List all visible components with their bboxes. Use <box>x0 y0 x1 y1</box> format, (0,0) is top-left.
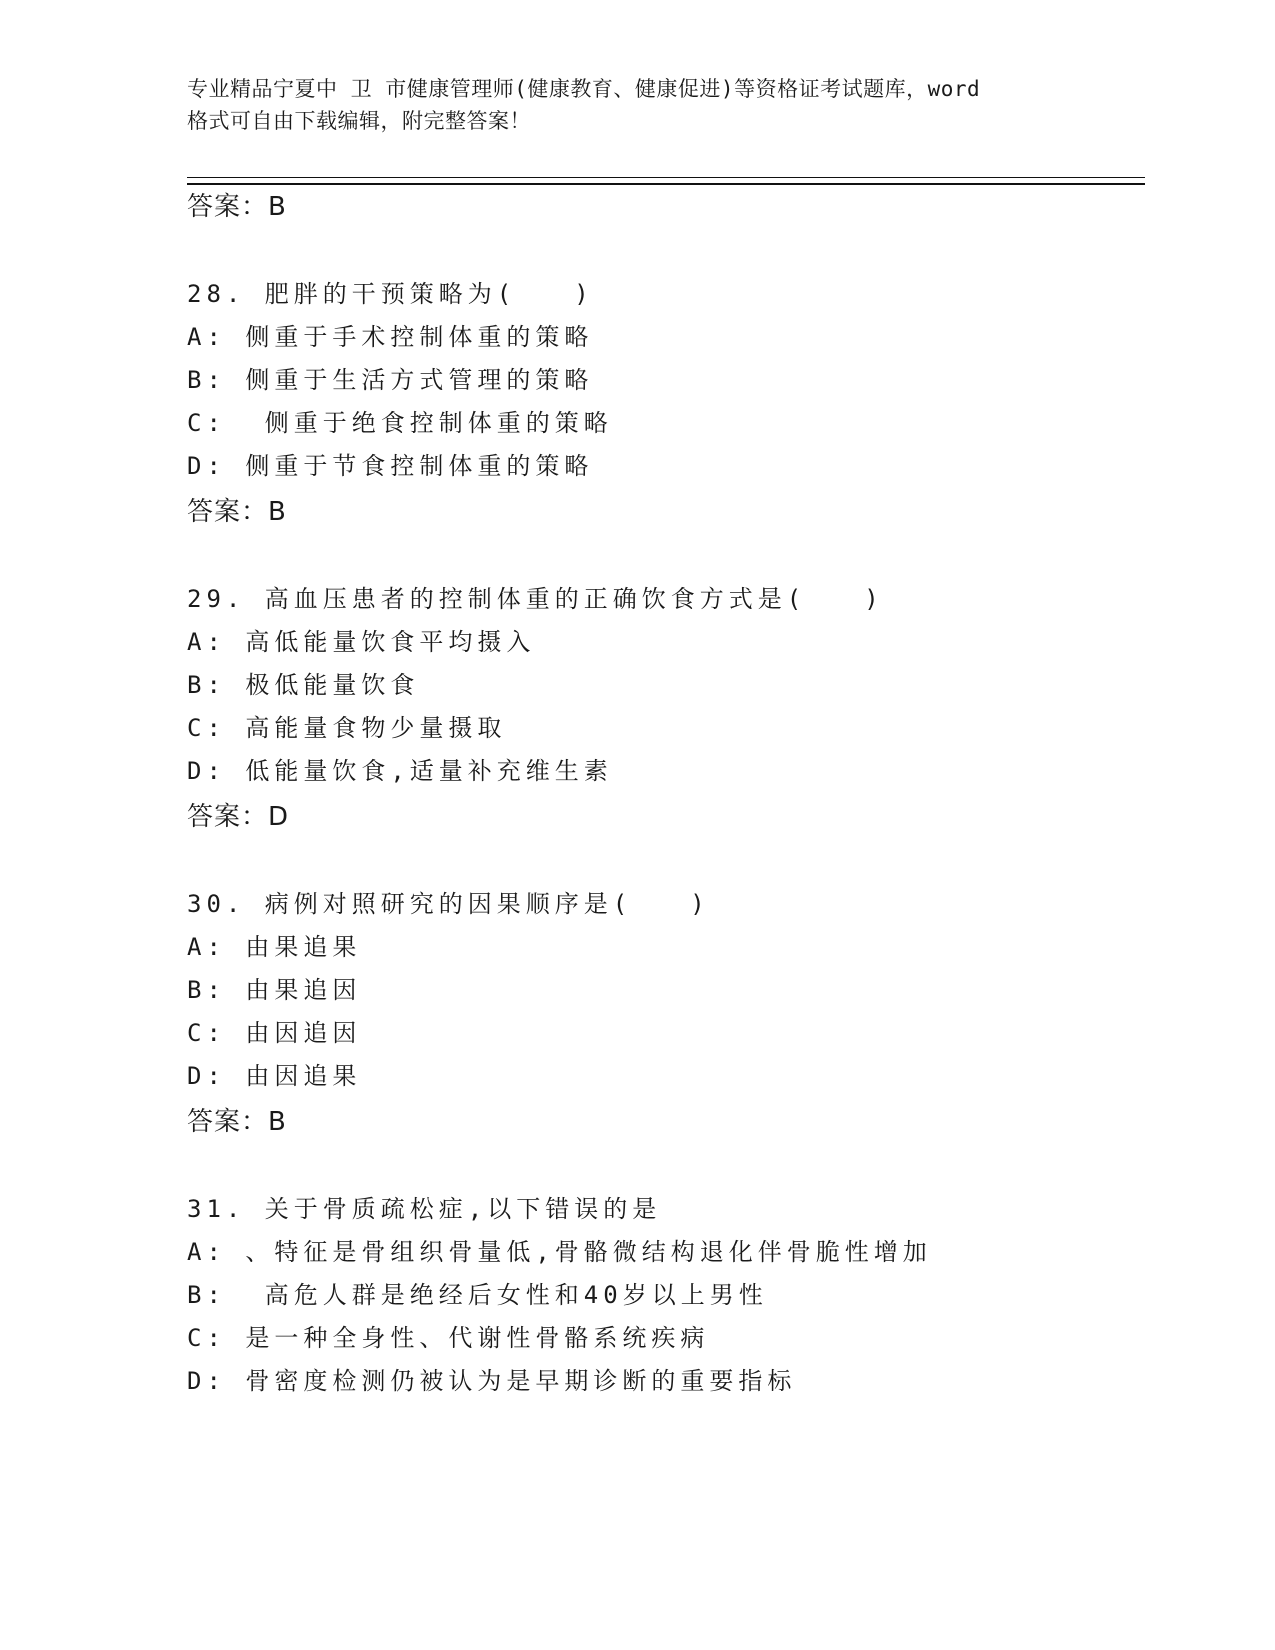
question-29-answer: 答案：D <box>187 802 290 832</box>
question-31-option-c: C: 是一种全身性、代谢性骨骼系统疾病 <box>187 1324 710 1352</box>
header-divider-thick <box>187 183 1145 185</box>
question-28-stem: 28. 肥胖的干预策略为( ) <box>187 280 594 308</box>
question-29-stem: 29. 高血压患者的控制体重的正确饮食方式是( ) <box>187 585 884 613</box>
document-header <box>187 73 1087 137</box>
question-29-option-d: D: 低能量饮食,适量补充维生素 <box>187 757 613 785</box>
question-31-stem: 31. 关于骨质疏松症,以下错误的是 <box>187 1195 662 1223</box>
question-31-option-d: D: 骨密度检测仍被认为是早期诊断的重要指标 <box>187 1367 797 1395</box>
previous-answer: 答案：B <box>187 192 287 222</box>
question-29-option-c: C: 高能量食物少量摄取 <box>187 714 507 742</box>
question-30-option-c: C: 由因追因 <box>187 1019 362 1047</box>
question-30-answer: 答案：B <box>187 1107 287 1137</box>
question-28-option-b: B: 侧重于生活方式管理的策略 <box>187 366 594 394</box>
question-28-option-d: D: 侧重于节食控制体重的策略 <box>187 452 594 480</box>
question-30-option-b: B: 由果追因 <box>187 976 362 1004</box>
header-line-2: 格式可自由下载编辑，附完整答案！ <box>187 109 531 133</box>
question-31-option-a: A: 、特征是骨组织骨量低,骨骼微结构退化伴骨脆性增加 <box>187 1238 932 1266</box>
question-30-stem: 30. 病例对照研究的因果顺序是( ) <box>187 890 710 918</box>
question-28-option-c: C: 侧重于绝食控制体重的策略 <box>187 409 613 437</box>
question-29-option-b: B: 极低能量饮食 <box>187 671 420 699</box>
question-29-option-a: A: 高低能量饮食平均摄入 <box>187 628 536 656</box>
question-30-option-d: D: 由因追果 <box>187 1062 362 1090</box>
question-28-answer: 答案：B <box>187 497 287 527</box>
header-line-1: 专业精品宁夏中 卫 市健康管理师(健康教育、健康促进)等资格证考试题库，word <box>187 77 981 101</box>
question-30-option-a: A: 由果追果 <box>187 933 362 961</box>
question-31-option-b: B: 高危人群是绝经后女性和40岁以上男性 <box>187 1281 768 1309</box>
header-divider-thin <box>187 177 1145 178</box>
question-28-option-a: A: 侧重于手术控制体重的策略 <box>187 323 594 351</box>
